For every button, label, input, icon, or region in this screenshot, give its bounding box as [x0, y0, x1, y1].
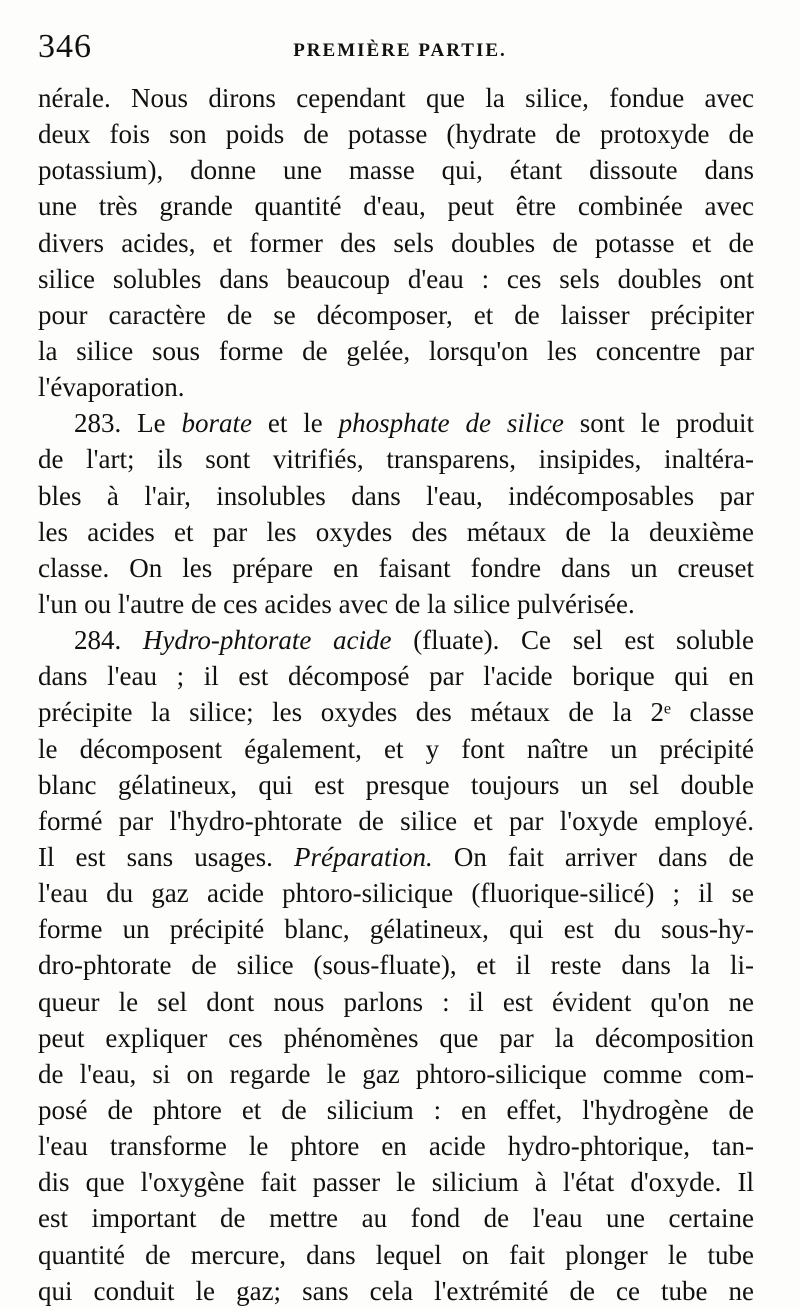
italic-text: Hydro-phtorate acide [142, 625, 392, 656]
text-segment: est important de mettre au fond de l'eau une certaine [38, 1203, 754, 1234]
text-line [38, 261, 754, 297]
body-text [38, 80, 754, 1309]
text-line [38, 694, 754, 730]
text-segment: nérale. Nous dirons cependant que la silice, fondue avec [38, 83, 754, 113]
page-header [38, 28, 762, 68]
text-line [38, 1273, 754, 1309]
text-segment: dans l'eau ; il est décomposé par l'acide borique qui en [38, 661, 754, 692]
text-line [38, 1164, 754, 1200]
text-line [38, 803, 754, 839]
text-line [38, 622, 754, 658]
text-segment: silice solubles dans beaucoup d'eau : ces sels doubles ont [38, 263, 754, 294]
text-segment: le décomposent également, et y font naître un précipité [38, 733, 754, 764]
text-segment: les acides et par les oxydes des métaux de la deuxième [38, 516, 754, 547]
text-line [38, 1200, 754, 1236]
text-segment: Il est sans usages. [38, 841, 294, 872]
text-segment: précipite la silice; les oxydes des métaux de la 2ᵉ classe [38, 697, 754, 728]
text-segment: queur le sel dont nous parlons : il est évident qu'on ne [38, 986, 754, 1017]
text-line [38, 514, 754, 550]
text-segment: pour caractère de se décomposer, et de laisser précipiter [38, 299, 754, 330]
italic-text: borate [181, 408, 252, 439]
text-segment: classe. On les prépare en faisant fondre dans un creuset [38, 552, 754, 583]
text-segment: (fluate). Ce sel est soluble [391, 625, 755, 656]
text-line [38, 839, 754, 875]
text-line [38, 1237, 754, 1273]
text-line [38, 297, 754, 333]
text-segment: l'évaporation. [38, 372, 185, 403]
running-head: PREMIÈRE PARTIE. [293, 40, 507, 61]
text-line [38, 369, 754, 405]
text-line [38, 188, 754, 224]
text-segment: 284. [74, 625, 143, 656]
text-segment: qui conduit le gaz; sans cela l'extrémité de ce tube ne [38, 1275, 754, 1306]
text-segment: de l'eau, si on regarde le gaz phtoro-silicique comme com- [38, 1058, 754, 1089]
text-line [38, 1092, 754, 1128]
text-segment: dro-phtorate de silice (sous-fluate), et il reste dans la li- [38, 950, 754, 981]
text-line [38, 550, 754, 586]
text-segment: de l'art; ils sont vitrifiés, transparens, insipides, inaltéra- [38, 444, 754, 475]
page-number: 346 [38, 28, 92, 65]
text-line [38, 947, 754, 983]
text-segment: dis que l'oxygène fait passer le silicium à l'état d'oxyde. Il [38, 1167, 754, 1198]
text-line [38, 586, 754, 622]
text-line [38, 405, 754, 441]
text-line [38, 116, 754, 152]
text-line [38, 80, 754, 116]
text-line [38, 333, 754, 369]
text-line [38, 1128, 754, 1164]
text-line [38, 1020, 754, 1056]
text-line [38, 767, 754, 803]
text-segment: blanc gélatineux, qui est presque toujours un sel double [38, 769, 754, 800]
text-segment: et le [252, 408, 339, 439]
text-line [38, 875, 754, 911]
text-segment: l'un ou l'autre de ces acides avec de la silice pulvérisée. [38, 588, 635, 619]
text-line [38, 731, 754, 767]
text-segment: potassium), donne une masse qui, étant dissoute dans [38, 155, 754, 186]
text-segment: divers acides, et former des sels doubles de potasse et de [38, 227, 754, 258]
italic-text: phosphate de silice [338, 408, 564, 439]
text-segment: forme un précipité blanc, gélatineux, qui est du sous-hy- [38, 914, 754, 945]
text-segment: quantité de mercure, dans lequel on fait plonger le tube [38, 1239, 754, 1270]
text-segment: formé par l'hydro-phtorate de silice et par l'oxyde employé. [38, 805, 754, 836]
text-segment: posé de phtore et de silicium : en effet, l'hydrogène de [38, 1094, 754, 1125]
italic-text: Préparation. [294, 841, 433, 872]
text-line [38, 1056, 754, 1092]
text-line [38, 441, 754, 477]
text-segment: bles à l'air, insolubles dans l'eau, indécomposables par [38, 480, 754, 511]
text-segment: 283. Le [74, 408, 182, 439]
text-segment: une très grande quantité d'eau, peut être combinée avec [38, 191, 754, 222]
text-segment: deux fois son poids de potasse (hydrate de protoxyde de [38, 119, 754, 150]
text-segment: peut expliquer ces phénomènes que par la décomposition [38, 1022, 754, 1053]
text-line [38, 152, 754, 188]
text-line [38, 478, 754, 514]
text-line [38, 225, 754, 261]
text-segment: On fait arriver dans de [432, 841, 754, 872]
text-segment: la silice sous forme de gelée, lorsqu'on les concentre par [38, 335, 754, 366]
text-line [38, 984, 754, 1020]
text-segment: l'eau du gaz acide phtoro-silicique (fluorique-silicé) ; il se [38, 878, 754, 909]
text-line [38, 911, 754, 947]
text-segment: l'eau transforme le phtore en acide hydro-phtorique, tan- [38, 1131, 754, 1162]
text-segment: sont le produit [563, 408, 754, 439]
text-line [38, 658, 754, 694]
